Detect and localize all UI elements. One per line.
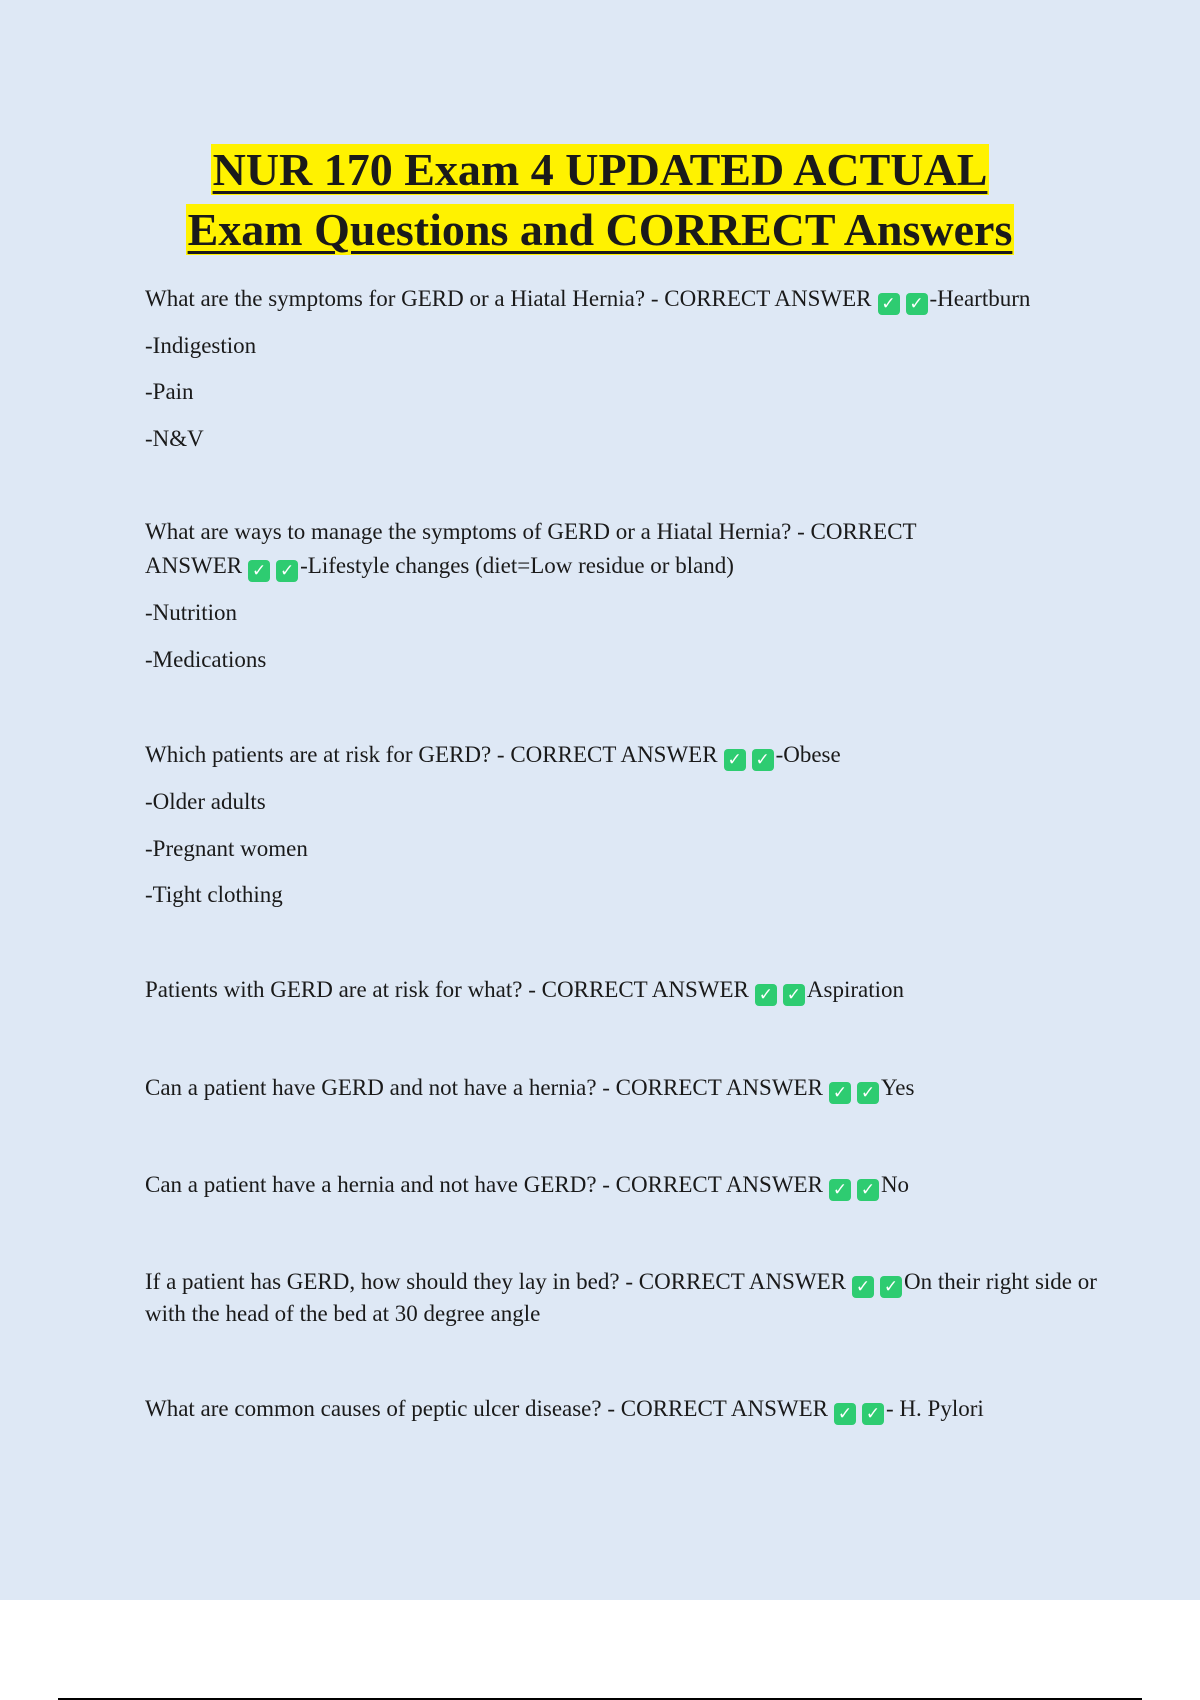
checkmark-icon: ✓	[862, 1403, 884, 1425]
question-text: What are common causes of peptic ulcer disease? - CORRECT ANSWER	[145, 1396, 829, 1421]
question-text: Patients with GERD are at risk for what? - CORRECT ANSWER	[145, 977, 749, 1002]
qa-item	[145, 973, 1100, 1007]
question-text: If a patient has GERD, how should they lay in bed? - CORRECT ANSWER	[145, 1269, 846, 1294]
answer-text: -Obese	[775, 742, 841, 767]
question-text: Can a patient have a hernia and not have GERD? - CORRECT ANSWER	[145, 1172, 823, 1197]
qa-item	[145, 1168, 1100, 1202]
answer-text: Yes	[880, 1075, 915, 1100]
answer-line: -Pregnant women	[145, 836, 308, 861]
answer-text: -Heartburn	[929, 286, 1031, 311]
answer-line: -Older adults	[145, 789, 266, 814]
qa-item	[145, 738, 1100, 772]
checkmark-icon: ✓	[878, 293, 900, 315]
checkmark-icon: ✓	[783, 984, 805, 1006]
question-text: What are the symptoms for GERD or a Hiatal Hernia? - CORRECT ANSWER	[145, 286, 872, 311]
qa-item	[145, 1392, 1100, 1426]
checkmark-icon: ✓	[857, 1082, 879, 1104]
question-text: Can a patient have GERD and not have a hernia? - CORRECT ANSWER	[145, 1075, 823, 1100]
checkmark-icon: ✓	[248, 560, 270, 582]
checkmark-icon: ✓	[829, 1082, 851, 1104]
title-line-1: NUR 170 Exam 4 UPDATED ACTUAL	[212, 144, 988, 195]
answer-text: No	[880, 1172, 910, 1197]
checkmark-icon: ✓	[834, 1403, 856, 1425]
checkmark-icon: ✓	[857, 1179, 879, 1201]
qa-item	[145, 515, 975, 583]
qa-item	[145, 282, 1100, 316]
answer-text: On their right side or with the head of the bed at 30 degree angle	[145, 1269, 1097, 1326]
checkmark-icon: ✓	[276, 560, 298, 582]
document-title	[0, 140, 1200, 260]
qa-item	[145, 1071, 1100, 1105]
qa-item	[145, 1266, 1100, 1329]
answer-line: -Tight clothing	[145, 882, 283, 907]
checkmark-icon: ✓	[724, 749, 746, 771]
checkmark-icon: ✓	[880, 1276, 902, 1298]
title-line-2: Exam Questions and CORRECT Answers	[187, 204, 1013, 255]
answer-line: -Pain	[145, 379, 194, 404]
answer-text: - H. Pylori	[886, 1396, 984, 1421]
checkmark-icon: ✓	[829, 1179, 851, 1201]
answer-text: -Lifestyle changes (diet=Low residue or bland)	[300, 553, 734, 578]
checkmark-icon: ✓	[852, 1276, 874, 1298]
question-text: What are ways to manage the symptoms of GERD or a Hiatal Hernia? - CORRECT ANSWER	[145, 519, 917, 578]
checkmark-icon: ✓	[906, 293, 928, 315]
checkmark-icon: ✓	[752, 749, 774, 771]
answer-line: -Nutrition	[145, 600, 237, 625]
answer-line: -Medications	[145, 647, 267, 672]
checkmark-icon: ✓	[755, 984, 777, 1006]
question-text: Which patients are at risk for GERD? - CORRECT ANSWER	[145, 742, 718, 767]
answer-line: -Indigestion	[145, 333, 257, 358]
answer-text: Aspiration	[806, 977, 905, 1002]
answer-line: -N&V	[145, 426, 204, 451]
